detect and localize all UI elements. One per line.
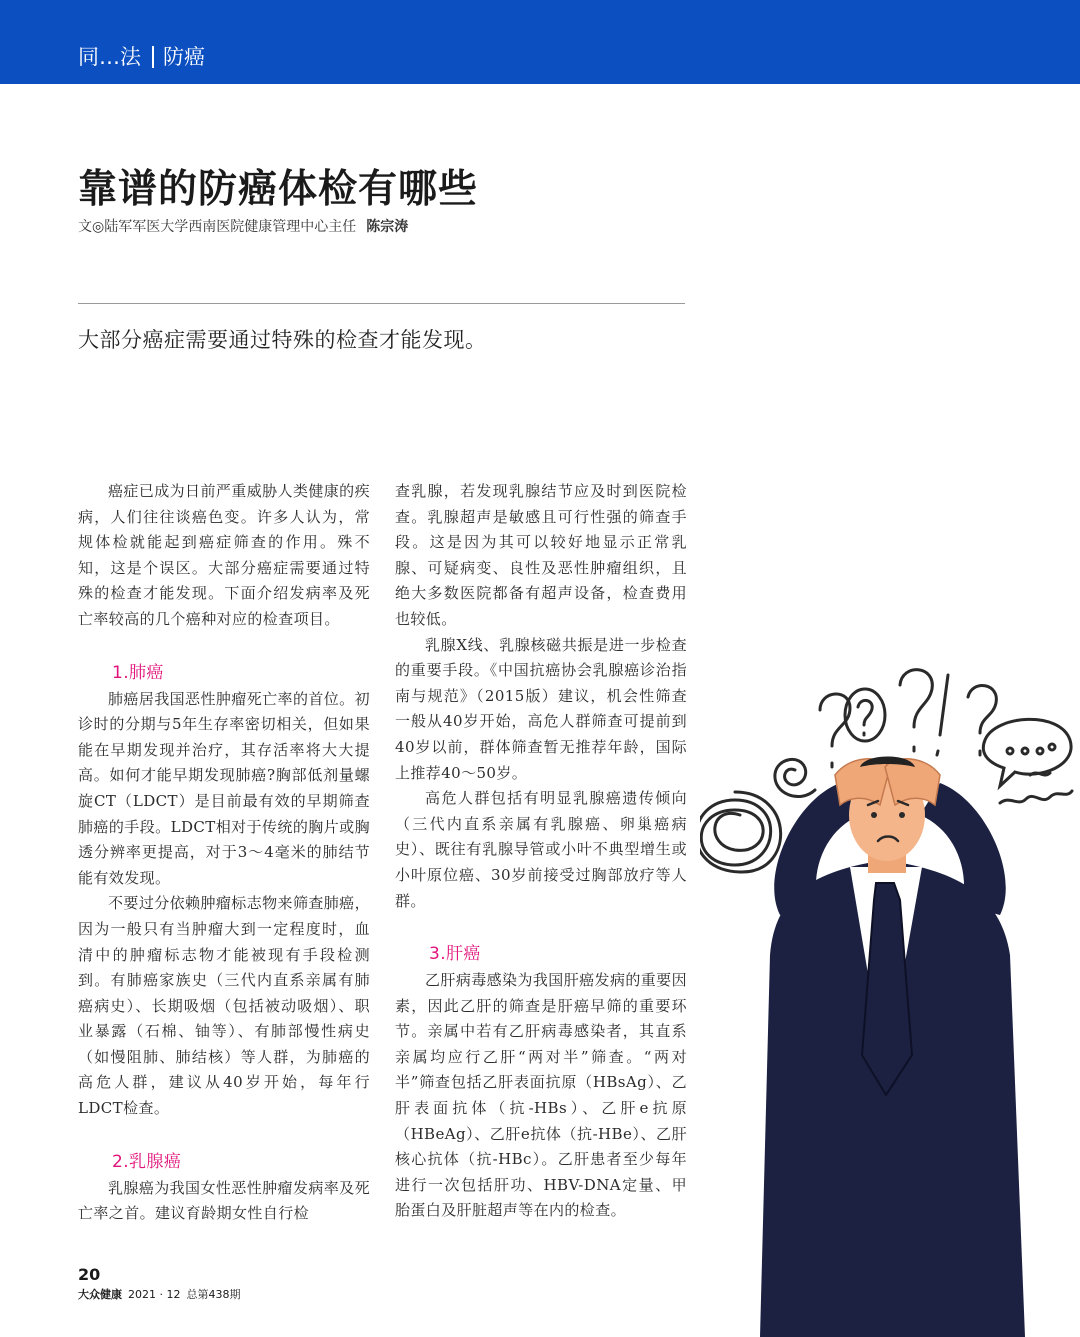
lung-paragraph-1: 肺癌居我国恶性肿瘤死亡率的首位。初诊时的分期与5年生存率密切相关，但如果能在早期发现并治疗，其存活率将大大提高。如何才能早期发现肺癌?胸部低剂量螺旋CT（LDCT）是目前最有效的早期筛查肺癌的手段。LDCT相对于传统的胸片或胸透分辨率更提高，对于3～4毫米的肺结节能有效发现。: [78, 689, 370, 887]
byline-affiliation: 文◎陆军军医大学西南医院健康管理中心主任: [78, 219, 357, 235]
left-column: [78, 479, 370, 1227]
heading-liver: 3.肝癌: [429, 944, 481, 965]
magazine-name: 大众健康: [78, 1288, 122, 1301]
liver-paragraph-1: 乙肝病毒感染为我国肝癌发病的重要因素，因此乙肝的筛查是肝癌早筛的重要环节。亲属中若有乙肝病毒感染者，其直系亲属均应行乙肝“两对半”筛查。“两对半”筛查包括乙肝表面抗原（HBsAg）、乙肝表面抗体（抗-HBs）、乙肝e抗原（HBeAg）、乙肝e抗体（抗-HBe）、乙肝核心抗体（抗-HBc）。乙肝患者至少每年进行一次包括肝功、HBV-DNA定量、甲胎蛋白及肝脏超声等在内的检查。: [395, 971, 687, 1220]
stressed-man-illustration: [700, 655, 1080, 1337]
left-eye: [871, 812, 877, 818]
lung-paragraph-2: 不要过分依赖肿瘤标志物来筛查肺癌，因为一般只有当肿瘤大到一定程度时，血清中的肿瘤标志物才能被现有手段检测到。有肺癌家族史（三代内直系亲属有肺癌病史）、长期吸烟（包括被动吸烟）、职业暴露（石棉、铀等）、有肺部慢性病史（如慢阻肺、肺结核）等人群，为肺癌的高危人群，建议从40岁开始，每年行LDCT检查。: [78, 894, 370, 1118]
intro-paragraph: 癌症已成为日前严重威胁人类健康的疾病，人们往往谈癌色变。许多人认为，常规体检就能起到癌症筛查的作用。殊不知，这是个误区。大部分癌症需要通过特殊的检查才能发现。下面介绍发病率及死亡率较高的几个癌种对应的检查项目。: [78, 482, 370, 628]
right-column: [395, 479, 687, 1224]
issue-total: 总第438期: [186, 1288, 241, 1301]
heading-lung: 1.肺癌: [112, 662, 164, 683]
breast-paragraph-1-cont: 查乳腺，若发现乳腺结节应及时到医院检查。乳腺超声是敏感且可行性强的筛查手段。这是因为其可以较好地显示正常乳腺、可疑病变、良性及恶性肿瘤组织，且绝大多数医院都备有超声设备，检查费用也较低。: [395, 482, 687, 628]
heading-breast: 2.乳腺癌: [112, 1151, 182, 1172]
right-eye: [899, 812, 905, 818]
breast-paragraph-2: 乳腺X线、乳腺核磁共振是进一步检查的重要手段。《中国抗癌协会乳腺癌诊治指南与规范》（2015版）建议，机会性筛查一般从40岁开始，高危人群筛查可提前到40岁以前，群体筛查暂无推荐年龄，国际上推荐40～50岁。: [395, 635, 687, 782]
article-title: 靠谱的防癌体检有哪些: [78, 167, 479, 212]
section-name: 防癌: [163, 45, 205, 69]
byline-author: 陈宗涛: [366, 219, 409, 235]
page-number: 20: [78, 1265, 101, 1284]
byline: [78, 216, 408, 236]
header-bar: [0, 0, 1080, 84]
breast-paragraph-1: 乳腺癌为我国女性恶性肿瘤发病率及死亡率之首。建议育龄期女性自行检: [78, 1178, 370, 1223]
title-divider: [78, 303, 685, 304]
column-name: 同…法: [78, 45, 141, 69]
label-divider: [152, 46, 154, 68]
breast-paragraph-3: 高危人群包括有明显乳腺癌遗传倾向（三代内直系亲属有乳腺癌、卵巢癌病史）、既往有乳腺导管或小叶不典型增生或小叶原位癌、30岁前接受过胸部放疗等人群。: [395, 789, 687, 910]
magazine-footer: [78, 1286, 240, 1302]
issue-date: 2021 · 12: [128, 1288, 181, 1301]
section-label: [78, 40, 205, 74]
lead-text: 大部分癌症需要通过特殊的检查才能发现。: [78, 328, 487, 352]
